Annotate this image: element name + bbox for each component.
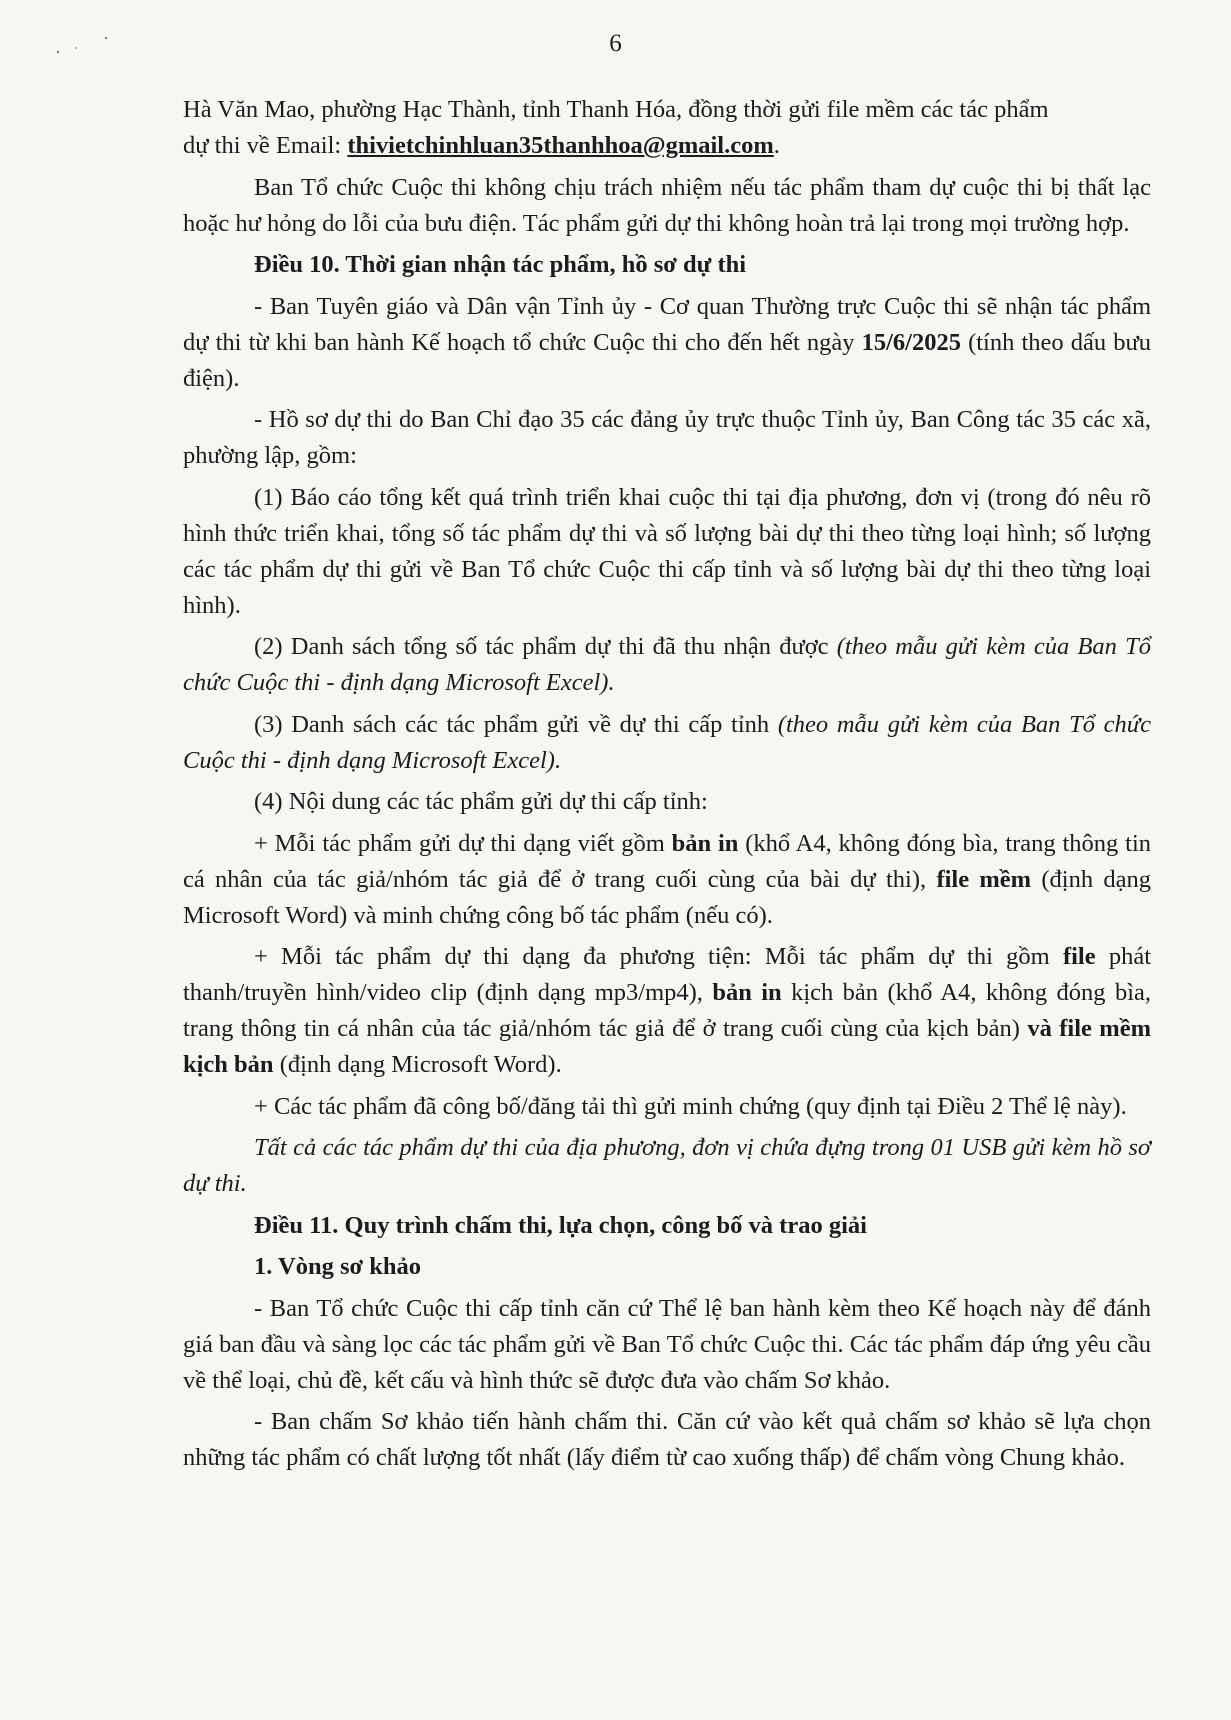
printed-copy-label: bản in	[671, 829, 739, 857]
paragraph-published-works: + Các tác phẩm đã công bố/đăng tải thì gửi minh chứng (quy định tại Điều 2 Thể lệ này).	[254, 1092, 1127, 1120]
document-body	[183, 92, 1151, 1482]
item-2-note: (theo mẫu gửi kèm của Ban Tổ chức Cuộc thi - định dạng Microsoft Excel).	[183, 633, 1151, 696]
paragraph-receiving-time	[183, 289, 1151, 397]
multimedia-details: kịch bản (khổ A4, không đóng bìa, trang thông tin cá nhân của tác giả/nhóm tác giả để ở trang cuối cùng của kịch bản)	[183, 979, 1152, 1042]
written-works-details: (khổ A4, không đóng bìa, trang thông tin cá nhân của tác giả/nhóm tác giả để ở trang cuối cùng của bài dự thi),	[183, 829, 1152, 893]
paragraph-item-3	[183, 707, 1151, 779]
multimedia-text: + Mỗi tác phẩm dự thi dạng đa phương tiện: Mỗi tác phẩm dự thi gồm	[254, 943, 1063, 970]
address-line: Hà Văn Mao, phường Hạc Thành, tỉnh Thanh Hóa, đồng thời gửi file mềm các tác phẩm	[183, 96, 1049, 123]
receiving-time-tail: (tính theo dấu bưu điện).	[183, 328, 1151, 392]
paragraph-address	[183, 92, 1151, 164]
email-prefix: dự thi về Email:	[183, 132, 348, 159]
paragraph-usb-note: Tất cả các tác phẩm dự thi của địa phương, đơn vị chứa đựng trong 01 USB gửi kèm hồ sơ dự thi.	[183, 1134, 1151, 1197]
paragraph-multimedia-works	[183, 939, 1151, 1083]
soft-script-label: và file mềm kịch bản	[183, 1015, 1151, 1078]
printed-script-label: bản in	[712, 979, 782, 1006]
paragraph-preliminary-screening: - Ban Tổ chức Cuộc thi cấp tỉnh căn cứ Thể lệ ban hành kèm theo Kế hoạch này để đánh giá ban đầu và sàng lọc các tác phẩm gửi về Ban Tổ chức Cuộc thi. Các tác phẩm đáp ứng yêu cầu về thể loại, chủ đề, kết cấu và hình thức sẽ được đưa vào chấm Sơ khảo.	[183, 1294, 1151, 1394]
paragraph-written-works	[183, 826, 1151, 934]
heading-article-11: Điều 11. Quy trình chấm thi, lựa chọn, công bố và trao giải	[254, 1211, 867, 1239]
receiving-time-text: - Ban Tuyên giáo và Dân vận Tỉnh ủy - Cơ quan Thường trực Cuộc thi sẽ nhận tác phẩm dự thi từ khi ban hành Kế hoạch tổ chức Cuộc thi cho đến hết ngày	[183, 292, 1151, 356]
heading-preliminary-round: 1. Vòng sơ khảo	[254, 1253, 421, 1280]
paragraph-item-2	[183, 629, 1151, 701]
deadline-date: 15/6/2025	[861, 328, 961, 356]
written-works-tail: (định dạng Microsoft Word) và minh chứng công bố tác phẩm (nếu có).	[183, 865, 1151, 929]
item-3-text: (3) Danh sách các tác phẩm gửi về dự thi cấp tỉnh	[254, 710, 778, 738]
paragraph-disclaimer: Ban Tổ chức Cuộc thi không chịu trách nhiệm nếu tác phẩm tham dự cuộc thi bị thất lạc hoặc hư hỏng do lỗi của bưu điện. Tác phẩm gửi dự thi không hoàn trả lại trong mọi trường hợp.	[183, 173, 1151, 237]
heading-article-10: Điều 10. Thời gian nhận tác phẩm, hồ sơ dự thi	[254, 251, 747, 278]
email-link[interactable]: thivietchinhluan35thanhhoa@gmail.com	[347, 132, 774, 159]
page-number: 6	[609, 30, 622, 57]
paragraph-item-4: (4) Nội dung các tác phẩm gửi dự thi cấp tỉnh:	[254, 788, 708, 815]
email-suffix: .	[773, 132, 780, 159]
multimedia-tail: (định dạng Microsoft Word).	[273, 1051, 562, 1078]
paragraph-dossier: - Hồ sơ dự thi do Ban Chỉ đạo 35 các đảng ủy trực thuộc Tỉnh ủy, Ban Công tác 35 các xã, phường lập, gồm:	[183, 406, 1151, 469]
written-works-text: + Mỗi tác phẩm gửi dự thi dạng viết gồm	[254, 829, 672, 857]
paragraph-item-1: (1) Báo cáo tổng kết quá trình triển khai cuộc thi tại địa phương, đơn vị (trong đó nêu rõ hình thức triển khai, tổng số tác phẩm dự thi và số lượng bài dự thi theo từng loại hình; số lượng các tác phẩm dự thi gửi về Ban Tổ chức Cuộc thi cấp tỉnh và số lượng bài dự thi theo từng loại hình).	[183, 483, 1151, 619]
soft-file-label: file mềm	[936, 865, 1032, 893]
item-3-note: (theo mẫu gửi kèm của Ban Tổ chức Cuộc thi - định dạng Microsoft Excel).	[183, 710, 1151, 774]
paragraph-preliminary-grading: - Ban chấm Sơ khảo tiến hành chấm thi. Căn cứ vào kết quả chấm sơ khảo sẽ lựa chọn những tác phẩm có chất lượng tốt nhất (lấy điểm từ cao xuống thấp) để chấm vòng Chung khảo.	[183, 1408, 1151, 1471]
multimedia-formats: phát thanh/truyền hình/video clip (định dạng mp3/mp4),	[183, 943, 1151, 1006]
item-2-text: (2) Danh sách tổng số tác phẩm dự thi đã thu nhận được	[254, 633, 837, 660]
file-label: file	[1062, 943, 1096, 970]
